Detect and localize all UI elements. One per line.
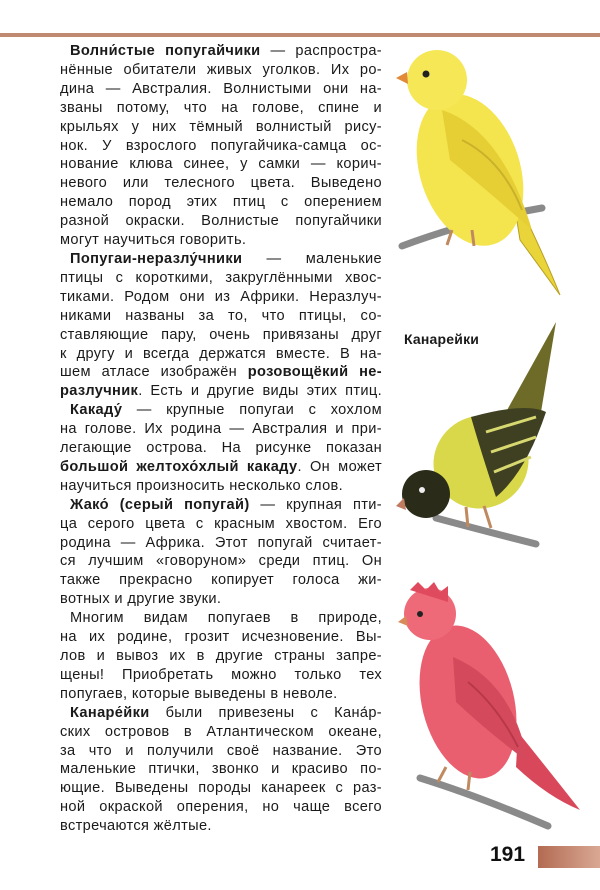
text-line: птицы с короткими, закруглёнными хвос- — [60, 269, 382, 286]
text-line: невого или телесного цвета. Выведено — [60, 175, 382, 192]
text-line: шем атласе изображён розовощёкий не- — [60, 364, 382, 381]
text-line: также прекрасно копирует голоса жи- — [60, 572, 382, 589]
page-number: 191 — [490, 843, 526, 866]
top-rule — [0, 33, 600, 37]
text-line: ставляющие пару, очень привязаны друг — [60, 326, 382, 343]
text-line: Канаре́йки были привезены с Кана́р- — [70, 704, 382, 721]
text-line: тиками. Родом они из Африки. Неразлуч- — [60, 288, 382, 305]
yellow-canary-illustration — [392, 40, 567, 300]
text-line: Какаду́ — крупные попугаи с хохлом — [70, 402, 382, 419]
text-line: ских островов в Атлантическом океане, — [60, 723, 382, 740]
text-line: родина — Африка. Этот попугай считает- — [60, 534, 382, 551]
text-line: званы потому, что на голове, спине и — [60, 99, 382, 116]
text-line: большой желтохо́хлый какаду. Он может — [60, 458, 382, 475]
text-line: нок. У взрослого попугайчика-самца ос- — [60, 137, 382, 154]
text-line: разлучник. Есть и другие виды этих птиц. — [60, 383, 382, 400]
text-line: могут научиться говорить. — [60, 232, 247, 249]
text-line: Волни́стые попугайчики — распростра- — [70, 43, 382, 59]
green-canary-illustration — [396, 322, 566, 557]
text-line: лов и вывоз их в другие страны запре- — [60, 648, 382, 664]
text-line: вотных и другие звуки. — [60, 591, 222, 608]
canaries-caption: Канарейки — [404, 331, 480, 347]
text-line: никами названы за то, что птицы, со- — [60, 307, 382, 324]
text-line: попугаев, которые выведены в неволе. — [60, 685, 338, 702]
article-text — [60, 42, 382, 836]
text-line: щены! Приобретать можно только тех — [60, 666, 382, 683]
text-line: Многим видам попугаев в природе, — [70, 610, 382, 627]
text-line: научиться произносить несколько слов. — [60, 477, 344, 494]
text-line: немало пород этих птиц с оперением — [60, 194, 382, 211]
text-line: маленькие птички, звонко и красиво по- — [60, 761, 382, 778]
text-line: встречаются жёлтые. — [60, 818, 212, 835]
text-line: нённые обитатели живых уголков. Их ро- — [60, 61, 382, 78]
text-line: на их родине, грозит исчезновение. Вы- — [60, 629, 382, 646]
text-line: крыльях у них тёмный волнистый рису- — [60, 118, 382, 135]
text-line: разной окраски. Волнистые попугайчики — [60, 213, 382, 230]
text-line: легающие острова. На рисунке показан — [60, 440, 382, 457]
text-line: нование клюва синее, у самки — корич- — [60, 156, 382, 173]
text-line: Жако́ (серый попугай) — крупная пти- — [70, 496, 382, 513]
text-line: дина — Австралия. Волнистыми они на- — [60, 80, 382, 97]
text-line: ной окраской оперения, но чаще всего — [60, 799, 382, 816]
text-line: ца серого цвета с красным хвостом. Его — [60, 515, 382, 532]
text-line: ся лучшим «говоруном» среди птиц. Он — [60, 553, 382, 570]
text-line: к другу и всегда держатся вместе. В на- — [60, 345, 382, 362]
text-line: Попугаи-неразлу́чники — маленькие — [70, 250, 382, 267]
text-line: ющие. Выведены породы канареек с раз- — [60, 780, 382, 797]
text-line: за что и получили своё название. Это — [60, 742, 382, 759]
footer-color-bar — [538, 846, 600, 868]
text-line: на голове. Их родина — Австралия и при- — [60, 421, 382, 438]
red-canary-illustration — [398, 582, 588, 830]
